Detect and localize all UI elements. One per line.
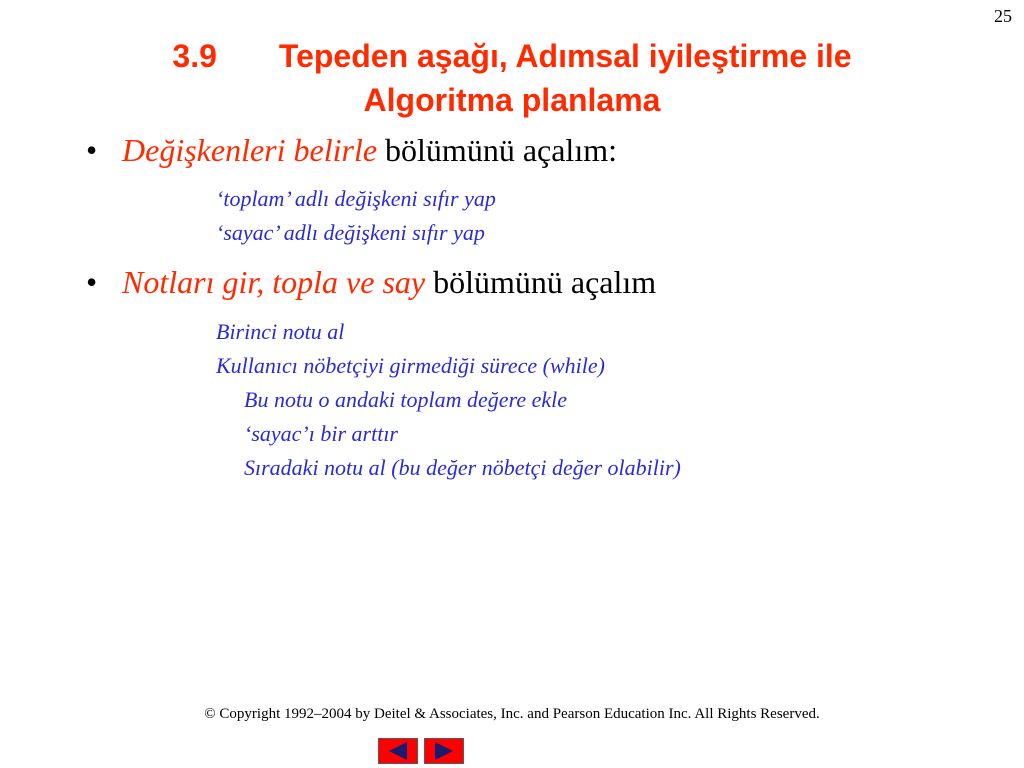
page-number: 25 bbox=[994, 6, 1012, 26]
bullet-dot: • bbox=[86, 132, 98, 168]
previous-slide-button[interactable] bbox=[378, 738, 418, 764]
bullet-dot: • bbox=[86, 264, 98, 300]
bullet-2 bbox=[86, 264, 656, 301]
bullet-1-pseudocode bbox=[216, 182, 496, 250]
right-arrow-icon bbox=[435, 742, 453, 760]
pseudocode-line: Birinci notu al bbox=[216, 319, 345, 344]
title-line-2: Algoritma planlama bbox=[363, 82, 661, 118]
pseudocode-line-indented: ‘sayac’ı bir arttır bbox=[244, 421, 398, 446]
bullet-2-highlight: Notları gir, topla ve say bbox=[122, 264, 426, 300]
title-number: 3.9 bbox=[172, 38, 217, 74]
bullet-1 bbox=[86, 132, 617, 169]
pseudocode-line-indented: Bu notu o andaki toplam değere ekle bbox=[244, 387, 567, 412]
pseudocode-line: Kullanıcı nöbetçiyi girmediği sürece (while) bbox=[216, 353, 605, 378]
pseudocode-line-indented: Sıradaki notu al (bu değer nöbetçi değer olabilir) bbox=[244, 455, 681, 480]
pseudocode-line: ‘toplam’ adlı değişkeni sıfır yap bbox=[216, 186, 496, 211]
left-arrow-icon bbox=[389, 742, 407, 760]
slide-title bbox=[0, 34, 1024, 122]
next-slide-button[interactable] bbox=[424, 738, 464, 764]
bullet-2-rest: bölümünü açalım bbox=[433, 264, 657, 300]
copyright-notice: © Copyright 1992–2004 by Deitel & Associates, Inc. and Pearson Education Inc. All Rights Reserved. bbox=[204, 706, 820, 722]
title-text-1: Tepeden aşağı, Adımsal iyileştirme ile bbox=[278, 38, 852, 74]
title-line-1 bbox=[0, 34, 1024, 78]
pseudocode-line: ‘sayac’ adlı değişkeni sıfır yap bbox=[216, 220, 485, 245]
bullet-1-rest: bölümünü açalım: bbox=[385, 132, 617, 168]
bullet-2-pseudocode bbox=[216, 315, 681, 485]
slide-navigation bbox=[378, 738, 464, 764]
bullet-1-highlight: Değişkenleri belirle bbox=[122, 132, 378, 168]
